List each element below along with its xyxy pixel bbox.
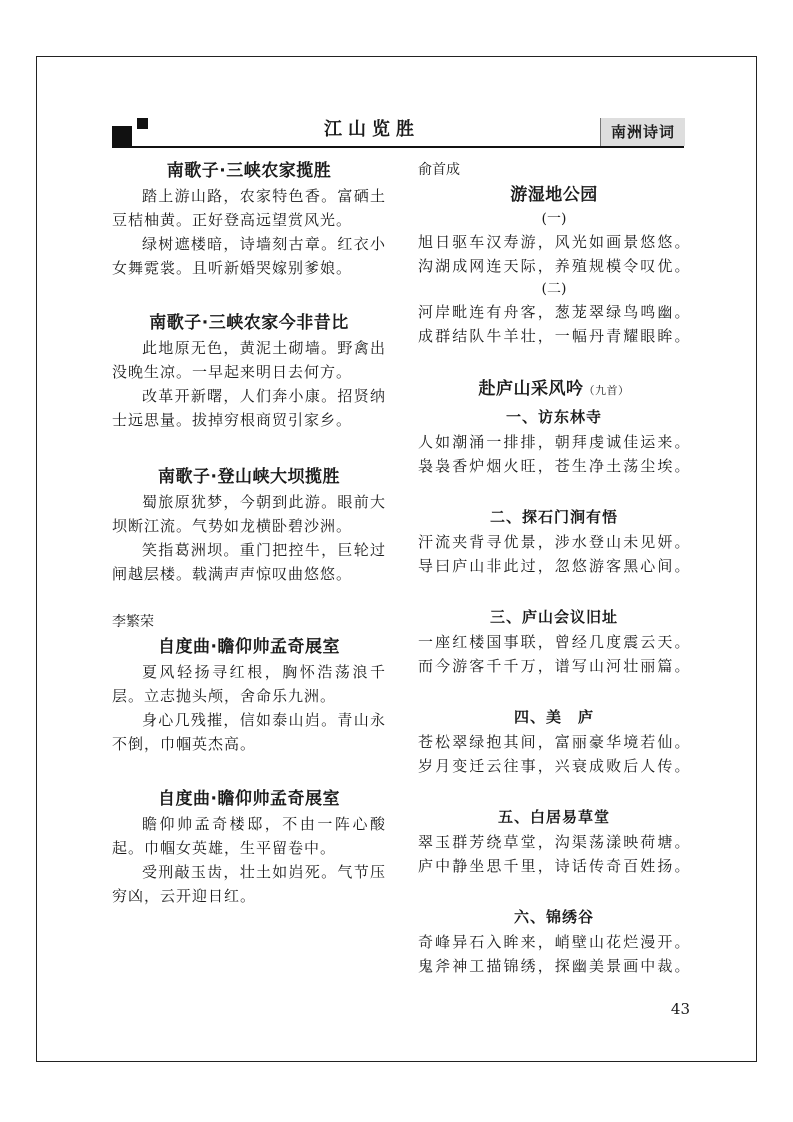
poem-line: 鬼斧神工描锦绣，探幽美景画中裁。 <box>418 957 690 975</box>
poem-line: 岁月变迁云往事，兴衰成败后人传。 <box>418 757 690 775</box>
subpoem-title: 三、庐山会议旧址 <box>489 608 618 626</box>
poem-stanza: 身心几残摧，信如泰山岿。青山永不倒，巾帼英杰高。 <box>112 711 386 753</box>
poem-stanza: 蜀旅原犹梦，今朝到此游。眼前大坝断江流。气势如龙横卧碧沙洲。 <box>112 493 386 535</box>
header-square-large <box>112 126 132 146</box>
poem-count-note: （九首） <box>583 384 630 397</box>
poem-title <box>418 376 690 404</box>
poem-stanza: 此地原无色，黄泥土砌墙。野禽出没晚生凉。一早起来明日去何方。 <box>112 339 386 381</box>
poem-line: 汗流夹背寻优景，涉水登山未见妍。 <box>418 533 690 551</box>
column-label: 南洲诗词 <box>600 118 685 146</box>
header-rule <box>112 146 684 148</box>
poem-line: 袅袅香炉烟火旺，苍生净土荡尘埃。 <box>418 457 690 475</box>
poem-stanza: 绿树遮楼暗，诗墙刻古章。红衣小女舞霓裳。且听新婚哭嫁别爹娘。 <box>112 235 386 277</box>
poem-title: 南歌子·登山峡大坝揽胜 <box>158 467 340 487</box>
subpoem-title: 五、白居易草堂 <box>497 808 610 826</box>
subpoem-title: 二、探石门涧有悟 <box>489 508 618 526</box>
poem-title: 游湿地公园 <box>510 185 598 205</box>
author-name: 俞首成 <box>418 162 460 178</box>
section-title: 江山览胜 <box>324 119 420 140</box>
poem-line: 苍松翠绿抱其间，富丽豪华境若仙。 <box>418 733 690 751</box>
poem-line: 翠玉群芳绕草堂，沟渠荡漾映荷塘。 <box>418 833 690 851</box>
page-header <box>112 114 684 148</box>
subpoem-title: 一、访东林寺 <box>505 408 602 426</box>
subpoem-title: 六、锦绣谷 <box>513 908 594 926</box>
poem-stanza: 夏风轻扬寻红根，胸怀浩荡浪千层。立志抛头颅，舍命乐九洲。 <box>112 663 386 705</box>
poem-line: 成群结队牛羊壮，一幅丹青耀眼眸。 <box>418 327 690 345</box>
poem-line: 而今游客千千万，谱写山河壮丽篇。 <box>418 657 690 675</box>
poem-title: 南歌子·三峡农家今非昔比 <box>149 313 349 333</box>
poem-line: 导曰庐山非此过，忽悠游客黑心间。 <box>418 557 690 575</box>
poem-line: 一座红楼国事联，曾经几度震云天。 <box>418 633 690 651</box>
poem-title: 自度曲·瞻仰帅孟奇展室 <box>158 789 340 809</box>
poem-stanza: 笑指葛洲坝。重门把控牛，巨轮过闸越层楼。载满声声惊叹曲悠悠。 <box>112 541 386 583</box>
poem-stanza: 受刑敲玉齿，壮土如岿死。气节压穷凶，云开迎日红。 <box>112 863 386 905</box>
poem-title: 南歌子·三峡农家揽胜 <box>166 161 332 181</box>
poem-line: 沟湖成网连天际，养殖规模令叹优。 <box>418 257 690 275</box>
stanza-number: (一) <box>541 211 567 227</box>
subpoem-title: 四、美 庐 <box>513 708 594 726</box>
stanza-number: (二) <box>541 281 567 297</box>
poem-line: 奇峰异石入眸来，峭壁山花烂漫开。 <box>418 933 690 951</box>
right-column <box>418 158 690 978</box>
poem-line: 旭日驱车汉寿游，风光如画景悠悠。 <box>418 233 690 251</box>
poem-title: 自度曲·瞻仰帅孟奇展室 <box>158 637 340 657</box>
poem-title-text: 赴庐山采风吟 <box>478 379 584 399</box>
left-column <box>112 158 386 908</box>
poem-line: 河岸毗连有舟客，葱茏翠绿鸟鸣幽。 <box>418 303 690 321</box>
poem-stanza: 瞻仰帅孟奇楼邸，不由一阵心酸起。巾帼女英雄，生平留卷中。 <box>112 815 386 857</box>
header-square-small <box>137 118 148 129</box>
poem-stanza: 踏上游山路，农家特色香。富硒土豆桔柚黄。正好登高远望赏风光。 <box>112 187 386 229</box>
author-name: 李繁荣 <box>112 614 154 630</box>
page-number: 43 <box>670 1000 690 1018</box>
poem-line: 庐中静坐思千里，诗话传奇百姓扬。 <box>418 857 690 875</box>
poem-line: 人如潮涌一排排，朝拜虔诚佳运来。 <box>418 433 690 451</box>
poem-stanza: 改革开新曙，人们奔小康。招贤纳士远思量。拔掉穷根商贸引家乡。 <box>112 387 386 429</box>
